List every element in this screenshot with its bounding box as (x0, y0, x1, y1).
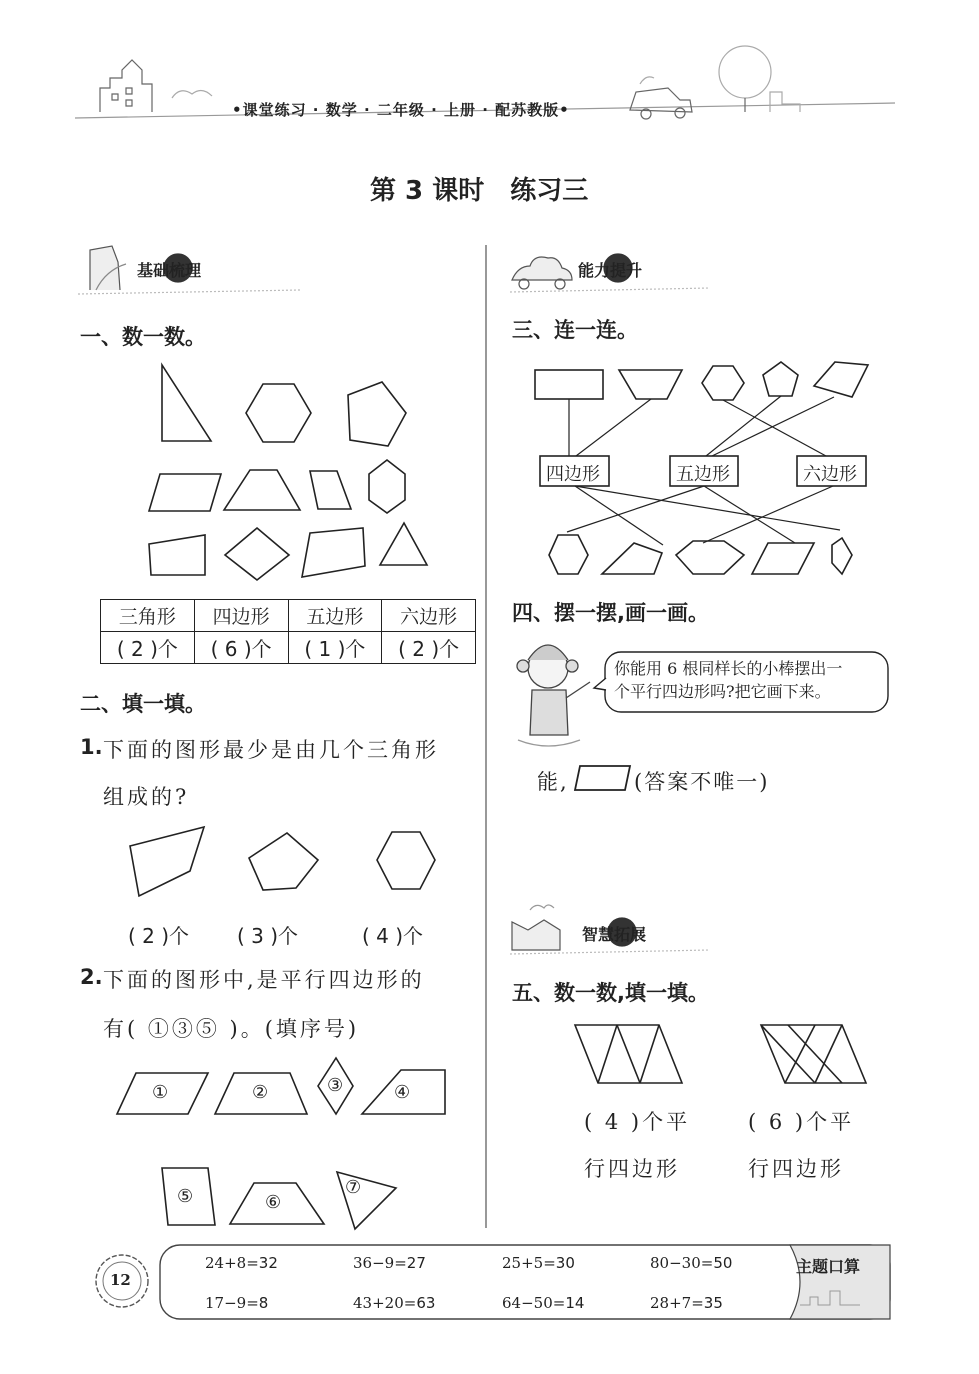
q2-1-text-line2: 组成的? (103, 785, 190, 809)
q5-answer1-line1: ( 4 )个平 (584, 1110, 691, 1134)
q2-1-hexagon (377, 832, 435, 889)
q2-1-number: 1. (80, 735, 103, 759)
q5-title: 五、数一数,填一填。 (512, 981, 709, 1005)
q3-top-trapezoid (619, 370, 682, 399)
q1-title: 一、数一数。 (80, 325, 206, 349)
q1-shape-quadrilateral-3 (302, 528, 365, 577)
q5-answer1-line2: 行四边形 (584, 1157, 680, 1181)
q4-bubble-text (614, 657, 886, 703)
q2-1-shapes (130, 827, 435, 896)
q2-title: 二、填一填。 (80, 692, 206, 716)
q1-shape-trapezoid-1 (224, 470, 300, 510)
q4-answer-prefix: 能, (537, 770, 569, 794)
q3-top-pentagon (763, 362, 798, 396)
q1-shape-hexagon-2 (369, 460, 405, 513)
q1-shape-pentagon-1 (348, 382, 406, 446)
q1-shape-quadrilateral-1 (310, 471, 351, 509)
q3-top-shapes (535, 362, 868, 400)
q2-2-label-7: ⑦ (345, 1177, 362, 1198)
q2-1-answer-2: ( 3 )个 (237, 924, 299, 948)
calc-item: 17−9=8 (205, 1294, 269, 1312)
q4-girl-illustration (517, 645, 590, 746)
header-series-title: •课堂练习 · 数学 · 二年级 · 上册 · 配苏教版• (232, 101, 570, 119)
calc-item: 28+7=35 (650, 1294, 723, 1312)
q3-bottom-hexagon-2 (676, 541, 744, 574)
q2-1-text-line1: 下面的图形最少是由几个三角形 (103, 738, 439, 762)
q3-bottom-shapes (549, 535, 852, 574)
q3-bottom-hexagon (549, 535, 588, 574)
calc-item: 64−50=14 (502, 1294, 585, 1312)
q4-bubble-line2: 个平行四边形吗?把它画下来。 (614, 682, 831, 701)
q4-bubble-line1: 你能用 6 根同样长的小棒摆出一 (614, 659, 843, 678)
q4-title: 四、摆一摆,画一画。 (512, 601, 709, 625)
q1-table-answer-row (101, 632, 476, 664)
q2-2-label-2: ② (252, 1082, 269, 1103)
q3-top-rectangle (535, 370, 603, 399)
q2-2-label-3: ③ (327, 1075, 344, 1096)
calc-item: 36−9=27 (353, 1254, 426, 1272)
q3-top-quadrilateral (814, 362, 868, 397)
q3-bottom-pentagon (832, 538, 852, 574)
calc-item: 80−30=50 (650, 1254, 733, 1272)
q4-answer-parallelogram (575, 766, 630, 790)
lesson-title: 第 3 课时 练习三 (370, 176, 589, 206)
calc-item: 43+20=63 (353, 1294, 436, 1312)
q2-2-text-line2: 有( ①③⑤ )。(填序号) (103, 1017, 360, 1041)
q2-1-pentagon (249, 833, 318, 890)
q2-1-answer-1: ( 2 )个 (128, 924, 190, 948)
q1-answer-pentagon: ( 1 )个 (288, 632, 382, 664)
footer-topic-label: 主题口算 (796, 1257, 861, 1276)
q1-shape-rhombus-1 (225, 528, 289, 580)
q2-2-number: 2. (80, 965, 103, 989)
q2-1-answer-3: ( 4 )个 (362, 924, 424, 948)
calc-item: 25+5=30 (502, 1254, 575, 1272)
q3-label-hexagon: 六边形 (803, 464, 857, 485)
q1-shape-quadrilateral-2 (149, 535, 205, 575)
q5-figure-1 (575, 1025, 682, 1083)
section-wisdom-title: 智慧拓展 (582, 925, 647, 944)
q3-bottom-quadrilateral (602, 543, 662, 574)
q2-1-quadrilateral (130, 827, 204, 896)
q3-label-quadrilateral: 四边形 (546, 464, 600, 485)
q1-shape-parallelogram-1 (149, 474, 221, 511)
section-basic-title: 基础梳理 (137, 261, 202, 280)
q1-shape-triangle-2 (380, 523, 427, 565)
q1-header-quadrilateral: 四边形 (194, 600, 288, 632)
q2-2-label-1: ① (152, 1082, 169, 1103)
q1-shape-triangle-1 (162, 365, 211, 441)
q1-count-table (100, 599, 476, 664)
q1-shape-hexagon-1 (246, 384, 311, 442)
q5-figure-2 (761, 1025, 866, 1083)
q2-2-label-5: ⑤ (177, 1186, 194, 1207)
q1-answer-triangle: ( 2 )个 (101, 632, 195, 664)
calc-item: 24+8=32 (205, 1254, 278, 1272)
q2-2-label-6: ⑥ (265, 1192, 282, 1213)
q3-title: 三、连一连。 (512, 318, 638, 342)
q2-2-label-4: ④ (394, 1082, 411, 1103)
q1-answer-hexagon: ( 2 )个 (382, 632, 476, 664)
q1-answer-quadrilateral: ( 6 )个 (194, 632, 288, 664)
page-number: 12 (110, 1271, 131, 1289)
q5-answer2-line2: 行四边形 (748, 1157, 844, 1181)
q1-table-header-row (101, 600, 476, 632)
section-ability-title: 能力提升 (578, 261, 643, 280)
q5-answer2-line1: ( 6 )个平 (748, 1110, 855, 1134)
q2-2-text-line1: 下面的图形中,是平行四边形的 (103, 968, 425, 992)
q1-header-pentagon: 五边形 (288, 600, 382, 632)
q1-shapes (149, 365, 427, 580)
q3-label-pentagon: 五边形 (676, 464, 730, 485)
q3-bottom-parallelogram (752, 543, 814, 574)
q1-header-triangle: 三角形 (101, 600, 195, 632)
q1-header-hexagon: 六边形 (382, 600, 476, 632)
q3-top-hexagon (702, 366, 744, 400)
q4-answer-suffix: (答案不唯一) (634, 770, 770, 794)
